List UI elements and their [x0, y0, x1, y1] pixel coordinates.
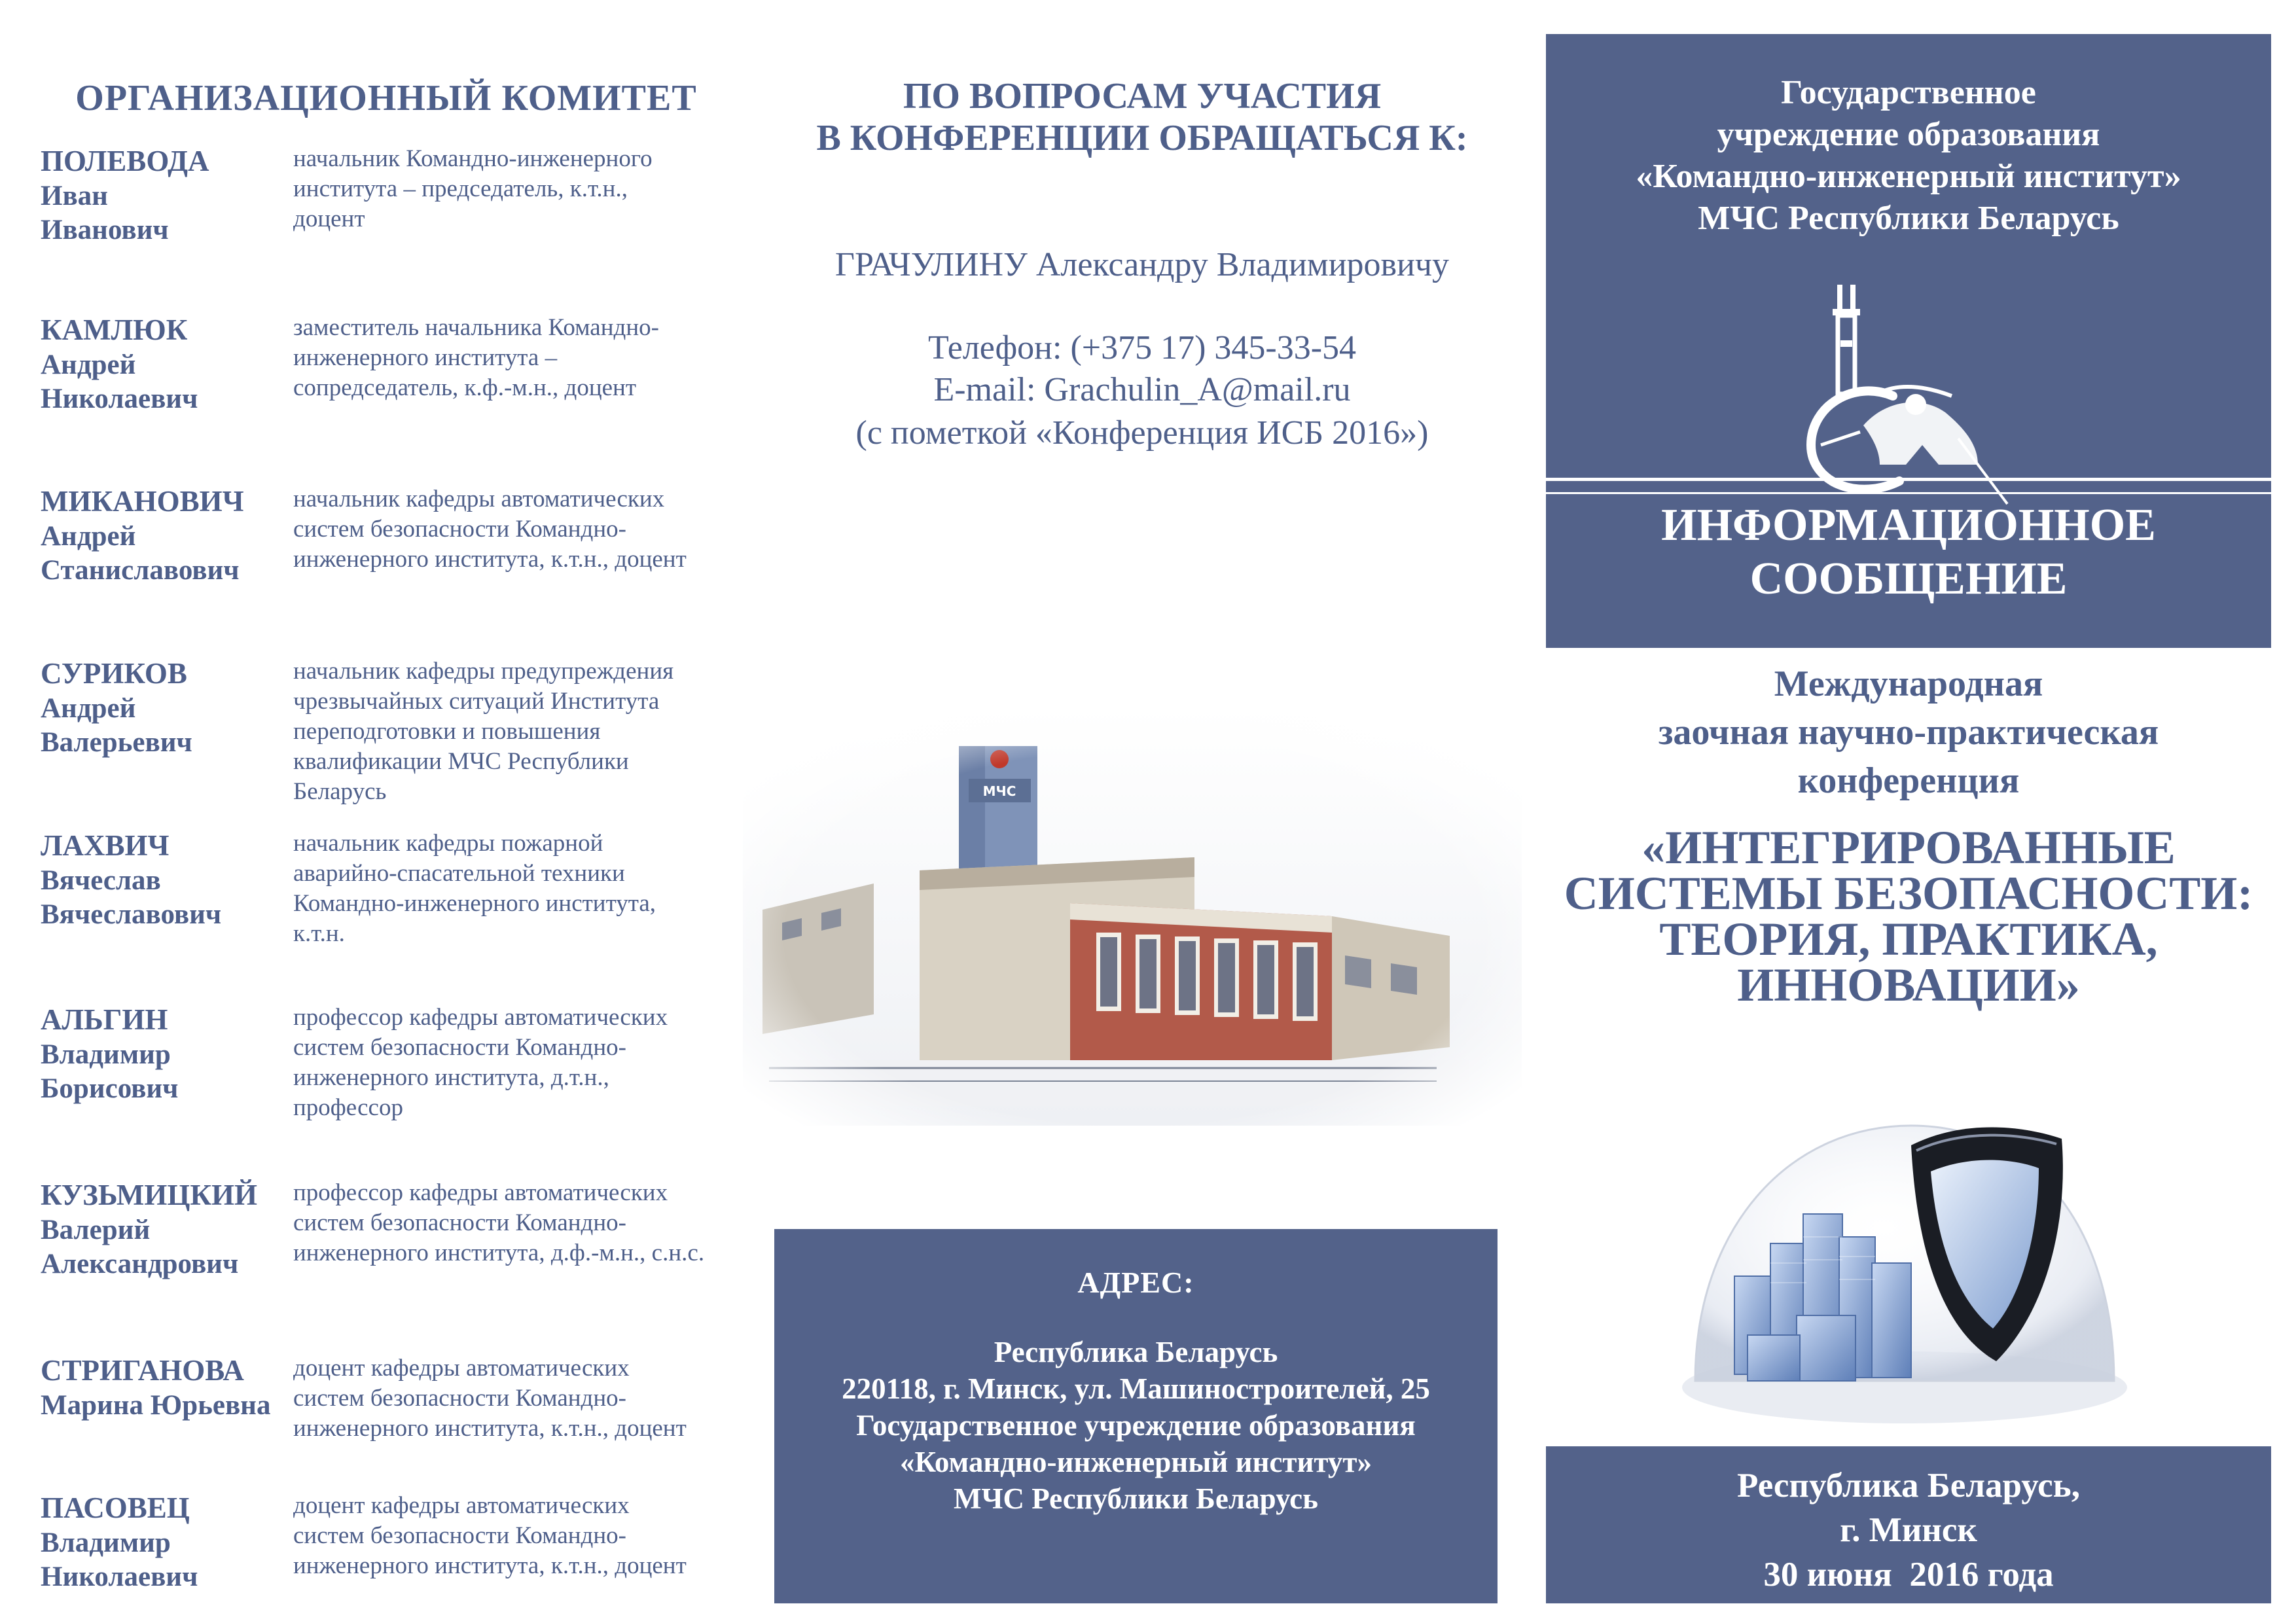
event-date: 30 июня 2016 года [1763, 1556, 2054, 1594]
member-name [41, 1178, 302, 1281]
committee-title: ОРГАНИЗАЦИОННЫЙ КОМИТЕТ [75, 78, 697, 118]
member-role: доцент кафедры автоматических систем безопасности Командно- инженерного института, к.т.н., доцент [293, 1355, 687, 1442]
member-surname: ПАСОВЕЦ [41, 1491, 190, 1524]
cover-divider [1546, 492, 2271, 494]
member-given-name: Андрей Николаевич [41, 349, 198, 414]
member-name [41, 1003, 302, 1106]
place-line: Республика Беларусь, [1737, 1467, 2080, 1505]
address-line: МЧС Республики Беларусь [954, 1482, 1318, 1515]
member-given-name: Марина Юрьевна [41, 1390, 271, 1421]
member-role: начальник кафедры пожарной аварийно-спасательной техники Командно-инженерного института, к.т.н. [293, 830, 656, 947]
member-given-name: Андрей Валерьевич [41, 693, 192, 758]
member-given-name: Вячеслав Вячеславович [41, 865, 222, 930]
conference-title [1546, 821, 2271, 1011]
member-role: профессор кафедры автоматических систем безопасности Командно- инженерного института, д.т.н., профессор [293, 1004, 668, 1121]
document-type-title [1546, 499, 2271, 606]
member-name [41, 484, 302, 588]
address-line: «Командно-инженерный институт» [900, 1446, 1372, 1478]
institute-building-image [743, 707, 1522, 1126]
member-name [41, 829, 302, 932]
member-name [41, 144, 302, 247]
institute-emblem-logo [1782, 249, 2030, 524]
member-surname: МИКАНОВИЧ [41, 485, 244, 518]
member-surname: ЛАХВИЧ [41, 829, 170, 862]
member-name [41, 656, 302, 760]
member-name [41, 1353, 302, 1423]
contact-heading: ПО ВОПРОСАМ УЧАСТИЯ В КОНФЕРЕНЦИИ ОБРАЩАТЬСЯ К: [816, 76, 1468, 158]
doctype-line: СООБЩЕНИЕ [1749, 554, 2068, 604]
member-given-name: Владимир Борисович [41, 1039, 179, 1104]
org-line: Государственное [1781, 74, 2036, 111]
conference-title-line: ТЕОРИЯ, ПРАКТИКА, [1659, 913, 2158, 965]
member-given-name: Владимир Николаевич [41, 1527, 198, 1592]
member-role: начальник кафедры автоматических систем безопасности Командно- инженерного института, к.т.н., доцент [293, 486, 687, 573]
member-given-name: Иван Иванович [41, 181, 169, 245]
org-line: МЧС Республики Беларусь [1698, 200, 2119, 237]
member-name [41, 1491, 302, 1594]
address-line: 220118, г. Минск, ул. Машиностроителей, 25 [842, 1372, 1430, 1405]
contact-email[interactable]: E-mail: Grachulin_A@mail.ru [933, 371, 1351, 408]
member-name [41, 313, 302, 416]
conference-type-line: заочная научно-практическая [1658, 712, 2159, 753]
member-given-name: Валерий Александрович [41, 1215, 239, 1279]
member-role: профессор кафедры автоматических систем безопасности Командно- инженерного института, д.ф.-м.н., с.н.с. [293, 1179, 705, 1266]
contact-person: ГРАЧУЛИНУ Александру Владимировичу [834, 246, 1450, 283]
member-surname: АЛЬГИН [41, 1003, 168, 1036]
address-line: Республика Беларусь [994, 1336, 1278, 1368]
member-surname: КАМЛЮК [41, 313, 188, 346]
member-surname: КУЗЬМИЦКИЙ [41, 1179, 257, 1211]
member-role: начальник кафедры предупреждения чрезвычайных ситуаций Института переподготовки и повышения квалификации МЧС Республики Беларусь [293, 658, 674, 805]
address-title: АДРЕС: [1077, 1266, 1194, 1299]
place-date-panel [1546, 1446, 2271, 1603]
member-surname: СТРИГАНОВА [41, 1354, 244, 1387]
address-panel [774, 1229, 1498, 1603]
contact-note: (с пометкой «Конференция ИСБ 2016») [855, 414, 1429, 452]
org-line: учреждение образования [1717, 116, 2100, 153]
address-lines [774, 1334, 1498, 1517]
member-surname: ПОЛЕВОДА [41, 145, 209, 177]
contact-phone: Телефон: (+375 17) 345-33-54 [927, 329, 1357, 366]
cover-panel [1546, 34, 2271, 648]
member-role: начальник Командно-инженерного института – председатель, к.т.н., доцент [293, 145, 653, 232]
org-line: «Командно-инженерный институт» [1636, 158, 2181, 195]
member-given-name: Андрей Станиславович [41, 521, 240, 586]
conference-title-line: «ИНТЕГРИРОВАННЫЕ [1641, 821, 2176, 874]
conference-type [1546, 660, 2271, 805]
member-surname: СУРИКОВ [41, 657, 187, 690]
cover-divider [1546, 478, 2271, 481]
security-shield-city-image [1656, 1099, 2153, 1427]
cover-organization [1546, 72, 2271, 240]
member-role: заместитель начальника Командно- инженерного института – сопредседатель, к.ф.-м.н., доцент [293, 314, 659, 401]
member-role: доцент кафедры автоматических систем безопасности Командно- инженерного института, к.т.н., доцент [293, 1492, 687, 1579]
conference-type-line: Международная [1774, 664, 2043, 704]
conference-title-line: ИННОВАЦИИ» [1737, 959, 2080, 1011]
doctype-line: ИНФОРМАЦИОННОЕ [1661, 500, 2156, 550]
conference-type-line: конференция [1797, 760, 2020, 801]
conference-title-line: СИСТЕМЫ БЕЗОПАСНОСТИ: [1564, 867, 2253, 919]
address-line: Государственное учреждение образования [856, 1409, 1416, 1442]
place-line: г. Минск [1840, 1511, 1977, 1549]
